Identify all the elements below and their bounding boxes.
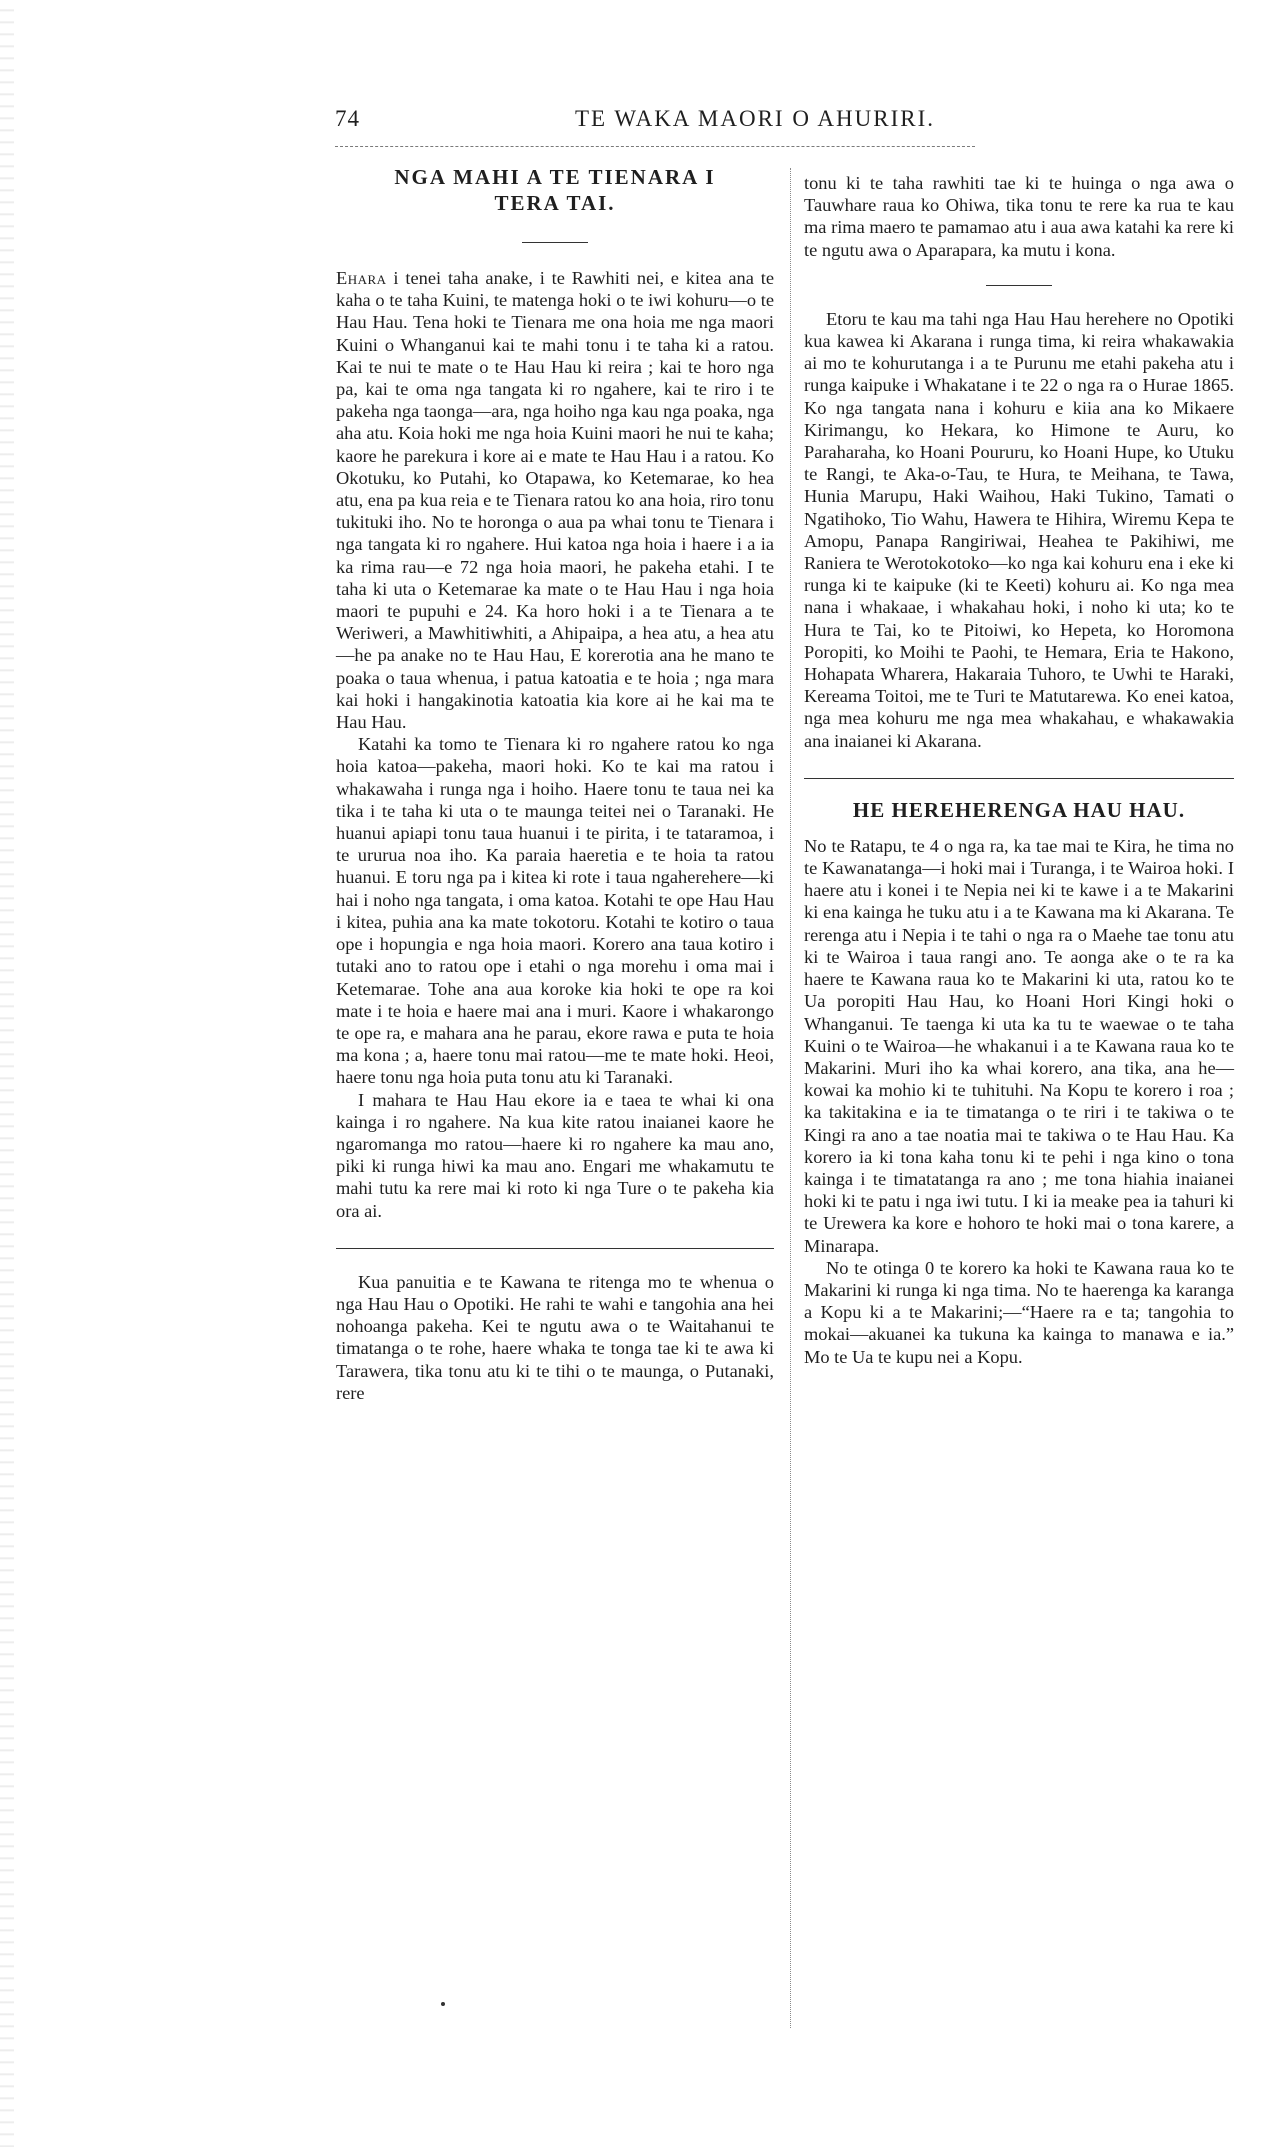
article-title-line-1: NGA MAHI A TE TIENARA I (394, 165, 716, 189)
article-paragraph: Ehara i tenei taha anake, i te Rawhiti nei, e kitea ana te kaha o te taha Kuini, te matenga hoki o te iwi kohuru—o te Hau Hau. Tena hoki te Tienara me ona hoia me nga maori Kuini o Whanganui kai te mahi tonu i te taha ki a ratou. Kai te nui te mate o te Hau Hau ki reira ; kai te horo nga pa, kai te oma nga tangata ki ro ngahere, kai te riro i te pakeha nga taonga—ara, nga hoiho nga kau nga poaka, nga aha atu. Koia hoki me nga hoia Kuini maori he nui te kaha; kaore he parekura i kore ai e mate te Hau Hau i a ratou. Ko Okotuku, ko Putahi, ko Otapawa, ko Ketemarae, ko hea atu, ena pa kua reia e te Tienara ratou ko ana hoia, riro tonu tukituki iho. No te horonga o aua pa whai tonu te Tienara i nga tangata ki ro ngahere. Hui katoa nga hoia i haere i a ia ka rima rau—e 72 nga hoia maori, he pakeha etahi. I te taha ki uta o Ketemarae ka mate o te Hau Hau i nga hoia maori te pupuhi e 24. Ka horo hoki i a te Tienara a te Weriweri, a Mawhitiwhiti, a Ahipaipa, a hea atu, a hea atu—he pa anake no te Hau Hau, E korerotia ana he mano te poaka o taua whenua, i patua katoatia e te hoia ; nga mara kai hoki i hangakinotia katoatia kia kore ai he kai ma te Hau Hau. (336, 268, 774, 733)
article-paragraph: Kua panuitia e te Kawana te ritenga mo te whenua o nga Hau Hau o Opotiki. He rahi te wahi e tangohia ana hei nohoanga pakeha. Kei te ngutu awa o te Waitahanui te timatanga o te rohe, haere whaka te tonga tae ki te awa ki Tarawera, tika tonu atu ki te tihi o te maunga, o Putanaki, rere (336, 1271, 774, 1403)
drop-word: Ehara (336, 268, 387, 288)
article-title: HE HEREHERENGA HAU HAU. (852, 797, 1186, 822)
article-title (336, 164, 774, 216)
article-separator (336, 1248, 774, 1249)
print-speck (441, 2002, 445, 2006)
masthead-title: TE WAKA MAORI O AHURIRI. (575, 106, 935, 131)
article-separator (986, 285, 1052, 286)
column-divider (790, 168, 791, 2028)
title-rule (522, 242, 588, 243)
left-column (336, 164, 774, 1404)
article-paragraph: No te Ratapu, te 4 o nga ra, ka tae mai te Kira, he tima no te Kawanatanga—i hoki mai i Turanga, i te Wairoa hoki. I haere atu i konei i te Nepia nei ki te kawe i a te Makarini ki ena kainga he tuku atu i a te Kawana ma ki Akarana. Te rerenga atu i Nepia i te tahi o nga ra o Maehe tae tonu atu ki te Wairoa i taua rangi ano. Te aonga ake o te ra ka haere te Kawana raua ko te Makarini ki uta, ratou ko te Ua poropiti Hau Hau, ko Hoani Hori Kingi hoki o Whanganui. Te taenga ki uta ka tu te waewae o te taha Kuini o te Wairoa—he whakanui i a te Kawana raua ko te Makarini. Muri iho ka whai korero, ana tika, ana he—kowai ka mohio ki te tuhituhi. Na Kopu te korero i roa ; ka takitakina e ia te timatanga o te riri i te takiwa o te Kingi ra ano a tae noatia mai te takiwa o te Hau Hau. Ka korero ia ki tona kaha tonu ki te pehi i nga kino o tona kainga i te timatatanga ra ano ; me tona hiahia inaianei hoki ki te patu i nga iwi tutu. I ki ia meake pea ia tahuri ki te Urewera ka kore e hohoro te hoki mai o tona karere, a Minarapa. (804, 835, 1234, 1256)
page-number: 74 (335, 106, 360, 131)
article-paragraph: Katahi ka tomo te Tienara ki ro ngahere ratou ko nga hoia katoa—pakeha, maori hoki. Ko te kai ma ratou i whakawaha i runga nga i hoiho. Haere tonu te taua nei ka tika i te taha ki uta o te maunga teitei nei o Taranaki. He huanui apiapi tonu taua huanui i te pirita, i te tataramoa, i te ururua noa iho. Ka paraia haeretia e te hoia ta ratou huanui. E toru nga pa i kitea ki rote i taua ngaherehere—ki hai i noho nga tangata, i oma katoa. Kotahi te ope Hau Hau i kitea, puhia ana ka mate tokotoru. Kotahi te kotiro o taua ope i hopungia e nga hoia maori. Korero ana taua kotiro i tutaki ano to ratou ope i etahi o nga morehu i oma mai i Ketemarae. Tohe ana aua koroke kia hoki te ope ra koi mate i te hoia e haere mai ana i muri. Kaore i whakarongo te ope ra, e mahara ana he parau, ekore rawa e puta te hoia ma kona ; a, haere tonu mai ratou—me te mate hoki. Heoi, haere tonu nga hoia puta tonu atu ki Taranaki. (336, 734, 774, 1088)
article-title-line-2: TERA TAI. (494, 191, 616, 215)
article-paragraph: No te otinga 0 te korero ka hoki te Kawana raua ko te Makarini ki runga ki nga tima. No te haerenga ka karanga a Kopu ki a te Makarini;—“Haere ra e ta; tangohia to mokai—akuanei ka tukuna ka kainga to manawa e ia.” Mo te Ua te kupu nei a Kopu. (804, 1257, 1234, 1367)
article-separator (804, 778, 1234, 779)
article-paragraph: Etoru te kau ma tahi nga Hau Hau herehere no Opotiki kua kawea ki Akarana i runga tima, ki reira whakawakia ai mo te kohurutanga i a te Purunu me etahi pakeha atu i runga kaipuke i Whakatane i te 22 o nga ra o Hurae 1865. Ko nga tangata nana i kohuru e kiia ana ko Mikaere Kirimangu, ko Hekara, ko Himone te Auru, ko Paraharaha, ko Hoani Poururu, ko Hoani Hupe, ko Utuku te Rangi, te Aka-o-Tau, te Hura, te Meihana, te Tawa, Hunia Marupu, Haki Waihou, Haki Tukino, Tamati o Ngatihoko, Tio Wahu, Hawera te Hihira, Wiremu Kepa te Amopu, Panapa Rangiriwai, Heahea te Pakihiwi, me Raniera te Werotokotoko—ko nga kai kohuru ena i eke ki runga ki te kaipuke (ki te Keeti) kohuru ai. Ko nga mea nana i whakaae, i whakahau hoki, i noho ki uta; ko te Hura te Tai, ko te Pitoiwi, ko Hepeta, ko Horomona Poropiti, ko Moihi te Paohi, te Hemara, Eria te Hakono, Hohapata Wharera, Hakaraia Tuhoro, te Uwhi te Haraki, Kereama Toitoi, me te Turi te Matutarewa. Ko enei katoa, nga mea kohuru me nga mea whakahau, e whakawakia ana inaianei ki Akarana. (804, 308, 1234, 751)
scan-edge (0, 0, 14, 2147)
right-column (804, 172, 1234, 1368)
page-header (335, 106, 975, 136)
header-rule (335, 146, 975, 147)
article-paragraph: I mahara te Hau Hau ekore ia e taea te whai ki ona kainga i ro ngahere. Na kua kite ratou inaianei kaore he ngaromanga mo ratou—haere ki ro ngahere ka mau ano, piki ki runga hiwi ka mau ano. Engari me whakamutu te mahi tutu ka rere mai ki roto ki nga Ture o te pakeha kia ora ai. (336, 1089, 774, 1221)
article-paragraph: tonu ki te taha rawhiti tae ki te huinga o nga awa o Tauwhare raua ko Ohiwa, tika tonu te rere ka rua te kau ma rima maero te pamamao atu i aua awa katahi ka rere ki te ngutu awa o Aparapara, ka mutu i kona. (804, 173, 1234, 260)
